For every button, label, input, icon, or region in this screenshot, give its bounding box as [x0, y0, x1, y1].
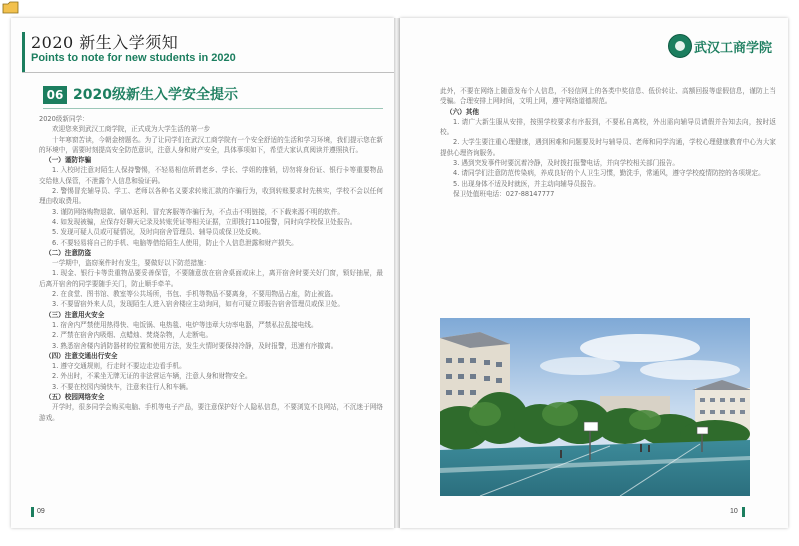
- campus-photo: [440, 318, 750, 496]
- school-logo: [668, 34, 776, 58]
- body-paragraph: 十年寒窗苦读，今朝金榜题名。为了让同学们在武汉工商学院有一个安全舒适的生活和学习环境，我们提示您在新的环境中，需要时刻提高安全防范意识，注意人身和财产安全，具体事项如下，希望大家认真阅读并遵照执行。: [39, 135, 383, 154]
- body-paragraph: 4. 请同学们注意防范传染病，养成良好的个人卫生习惯，勤洗手，常通风，遵守学校疫情防控的各项规定。: [453, 169, 765, 178]
- body-paragraph: 一学期中，盗窃案件时有发生，要做好以下防范措施：: [52, 259, 211, 268]
- subsection-heading: （六）其他: [446, 107, 479, 116]
- left-page: [11, 18, 394, 528]
- page-number-text: 09: [37, 508, 45, 515]
- body-paragraph: 此外，不要在网络上随意发布个人信息，不轻信网上的各类中奖信息、低价转让、高额回报等虚假信息，谨防上当受骗。合理安排上网时间，文明上网，遵守网络道德规范。: [440, 87, 776, 106]
- section-title: 2020级新生入学安全提示: [73, 87, 238, 103]
- header-title-en: Points to note for new students in 2020: [31, 52, 236, 64]
- body-paragraph: 1. 遵守交通规则，行走时不要边走边看手机。: [52, 362, 186, 371]
- subsection-heading: （一）谨防诈骗: [45, 156, 92, 165]
- body-paragraph: 2. 大学生要注重心理健康，遇到困难和问题要及时与辅导员、老师和同学沟通，学校心理健康教育中心为大家提供心理咨询服务。: [440, 138, 776, 157]
- body-paragraph: 2. 严禁在宿舍内吸烟、点蜡烛、焚烧杂物，人走断电。: [52, 331, 213, 340]
- school-emblem-icon: [668, 34, 692, 58]
- body-paragraph: 2. 外出时，不乘坐无牌无证的非法营运车辆，注意人身和财物安全。: [52, 372, 252, 381]
- school-logo-text: 武汉工商学院: [694, 41, 773, 56]
- header-title-cn: 2020 新生入学须知: [31, 33, 179, 52]
- body-paragraph: 5. 出现身体不适及时就医，并主动向辅导员报告。: [453, 179, 600, 188]
- body-paragraph: 3. 熟悉宿舍楼内消防器材的位置和使用方法，发生火情时要保持冷静，及时报警，迅速有序撤离。: [52, 341, 338, 350]
- right-page-number: [730, 505, 746, 519]
- body-paragraph: 2020级新同学：: [39, 115, 89, 123]
- page-number-text: 10: [730, 508, 738, 515]
- header-accent-bar: [22, 32, 25, 72]
- left-page-body: [39, 114, 383, 506]
- section-divider: [43, 108, 383, 109]
- body-paragraph: 3. 不要在校园内骑快车，注意来往行人和车辆。: [52, 382, 193, 391]
- header-divider: [22, 72, 394, 73]
- body-paragraph: 2. 警惕冒充辅导员、学工、老师以各种名义要求转账汇款的诈骗行为，收到转账要求时先核实，学校不会以任何理由收取费用。: [39, 187, 383, 206]
- body-paragraph: 3. 遇到突发事件时要沉着冷静，及时拨打报警电话，并向学校相关部门报告。: [453, 159, 679, 168]
- page-number-marker: [742, 507, 745, 517]
- right-page: [400, 18, 788, 528]
- subsection-heading: （三）注意用火安全: [45, 310, 105, 319]
- left-page-number: [31, 505, 47, 519]
- body-paragraph: 1. 宿舍内严禁使用热得快、电饭锅、电热毯、电炉等违章大功率电器，严禁私拉乱接电线。: [52, 320, 318, 329]
- body-paragraph: 1. 入校时注意对陌生人保持警惕，不轻易相信所谓老乡、学长、学姐的推销，切勿将身份证、银行卡等重要物品交给他人保管，不泄露个人信息和验证码。: [39, 166, 383, 185]
- body-paragraph: 4. 如发现被骗，应保存好聊天记录及转账凭证等相关证据，立即拨打110报警，同时向学校保卫处报告。: [52, 217, 357, 226]
- body-paragraph: 1. 现金、银行卡等贵重物品要妥善保管，不要随意放在宿舍桌面或床上，离开宿舍时要关好门窗，锁好抽屉，最后离开宿舍的同学要随手关门，防止顺手牵羊。: [39, 269, 383, 288]
- page-number-marker: [31, 507, 34, 517]
- right-page-body: [440, 86, 776, 308]
- body-paragraph: 5. 发现可疑人员或可疑情况，及时向宿舍管理员、辅导员或保卫处反映。: [52, 228, 265, 237]
- body-paragraph: 2. 在食堂、图书馆、教室等公共场所，书包、手机等物品不要离身，不要用物品占座，防止被盗。: [52, 290, 338, 299]
- body-paragraph: 3. 不要留宿外来人员，发现陌生人进入宿舍楼应主动询问，如有可疑立即报告宿舍管理员或保卫处。: [52, 300, 344, 309]
- body-paragraph: 3. 谨防网络购物退款、刷单返利、冒充客服等诈骗行为，不点击不明链接，不下载来源不明的软件。: [52, 207, 344, 216]
- section-number-badge: 06: [43, 86, 67, 104]
- body-paragraph: 欢迎您来到武汉工商学院，正式成为大学生活的第一步: [52, 125, 211, 134]
- folder-icon: [2, 1, 20, 15]
- body-paragraph: 6. 不要轻易将自己的手机、电脑等借给陌生人使用，防止个人信息泄露和财产损失。: [52, 238, 298, 247]
- subsection-heading: （二）注意防盗: [45, 248, 92, 257]
- body-paragraph: 保卫处值班电话：027-88147777: [453, 189, 555, 198]
- subsection-heading: （五）校园网络安全: [45, 393, 105, 402]
- body-paragraph: 开学时，很多同学会购买电脑、手机等电子产品，要注意保护好个人隐私信息，不要浏览不良网站，不沉迷于网络游戏。: [39, 403, 383, 422]
- subsection-heading: （四）注意交通出行安全: [45, 351, 118, 360]
- body-paragraph: 1. 请广大新生服从安排，按照学校要求有序报到，不要私自离校，外出需向辅导员请假并告知去向，按时返校。: [440, 117, 776, 137]
